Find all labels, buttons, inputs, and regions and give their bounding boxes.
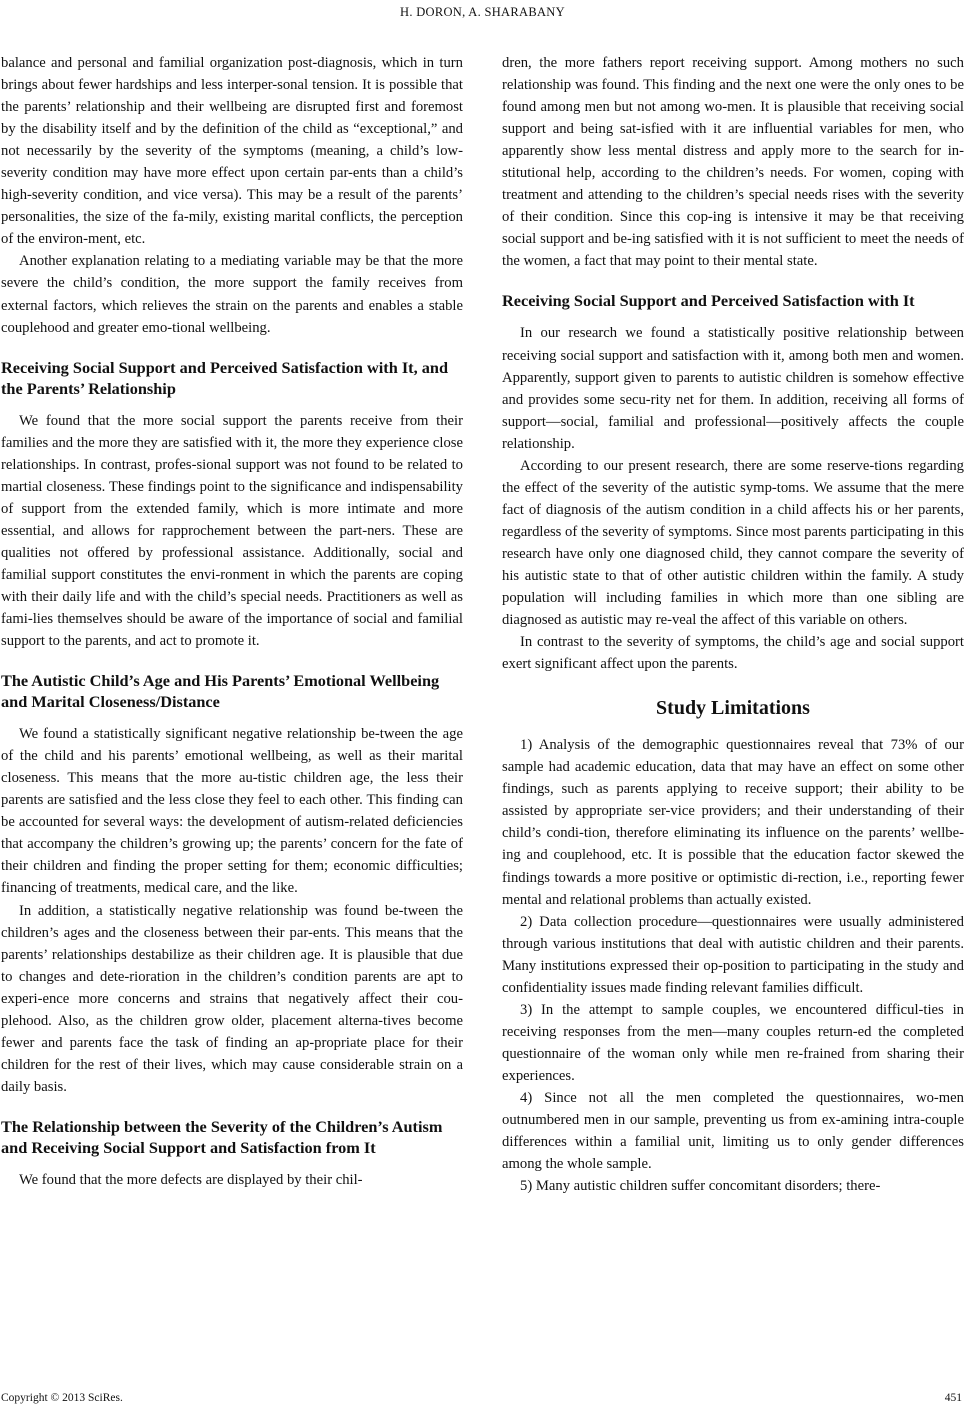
right-column xyxy=(502,52,964,1197)
section-heading: Receiving Social Support and Perceived Satisfaction with It xyxy=(502,291,915,311)
paragraph: dren, the more fathers report receiving support. Among mothers no such relationship was found. This finding and the next one were the only ones to be found among men but not among wo-men. It is plausible that receiving social support and being sat-isfied with it are influential variables for men, who apparently show less mental distress and apply more to the search for in-stitutional help, according to the children’s needs. For women, coping with treatment and attending to the children’s special needs rises with the severity of their condition. Since this cop-ing is intensive it may be that receiving social support and be-ing satisfied with it is not sufficient to meet the needs of the women, a fact that may point to their mental state. xyxy=(502,55,964,270)
paragraph: 3) In the attempt to sample couples, we encountered difficul-ties in receiving responses from the men—many couples return-ed the completed questionnaire of the woman only while men re-frained from sharing their experiences. xyxy=(502,1001,964,1084)
left-column xyxy=(1,52,463,1191)
paragraph: Another explanation relating to a mediating variable may be that the more severe the child’s condition, the more support the family receives from external factors, which relieves the strain on the parents and enables a stable couplehood and greater emo-tional wellbeing. xyxy=(1,253,463,336)
paragraph: In our research we found a statistically positive relationship between receiving social support and satisfaction with it, among both men and women. Apparently, support given to parents to autistic children is somehow effective and provides some secu-rity net for them. In addition, receiving all forms of support—social, familial and professional—positively affects the couple relationship. xyxy=(502,325,964,452)
paragraph: 2) Data collection procedure—questionnaires were usually administered through various institutions that deal with autistic children and their parents. Many institutions expressed their op-position to participating in the study and confidentiality issues made finding relevant families difficult. xyxy=(502,913,964,996)
page-number: 451 xyxy=(944,1392,962,1404)
study-limitations-heading: Study Limitations xyxy=(656,697,810,720)
section-heading: The Autistic Child’s Age and His Parents’ Emotional Wellbeing and Marital Closeness/Distance xyxy=(1,671,440,712)
section-heading: Receiving Social Support and Perceived Satisfaction with It, and the Parents’ Relationship xyxy=(1,357,448,398)
paragraph: In addition, a statistically negative relationship was found be-tween the children’s ages and the closeness between their par-ents. This means that the parents’ relationships destabilize as their children age. It is plausible that due to changes and dete-rioration in the children’s condition parents are apt to experi-ence more concerns and strains that negatively affect their cou-plehood. Also, as the children grow older, placement alterna-tives become fewer and parents face the task of finding an ap-propriate place for their children for the rest of their lives, which may cause considerable strain on a daily basis. xyxy=(1,902,463,1095)
section-heading: The Relationship between the Severity of the Children’s Autism and Receiving Social Support and Satisfaction from It xyxy=(1,1116,443,1157)
paragraph: In contrast to the severity of symptoms, the child’s age and social support exert significant affect upon the parents. xyxy=(502,634,964,673)
paragraph: We found that the more social support the parents receive from their families and the more they are satisfied with it, the more they experience close relationships. In contrast, profes-sional support was not found to be related to martial closeness. These findings point to the significance and indispensability of support from the extended family, which is more intimate and more essential, and allows for rapprochement between the part-ners. These are qualities not offered by professional assistance. Additionally, social and familial support constitutes the envi-ronment in which the parents are coping with their daily life and with the child’s special needs. Practitioners as well as fami-lies themselves should be aware of the importance of social and familial support to the parents, and act to promote it. xyxy=(1,412,463,650)
running-head: H. DORON, A. SHARABANY xyxy=(400,5,565,19)
page-footer xyxy=(0,1392,965,1410)
paragraph: 4) Since not all the men completed the questionnaires, wo-men outnumbered men in our sample, preventing us from ex-amining intra-couple differences within a familial unit, limiting us to only gender differences among the whole sample. xyxy=(502,1089,964,1173)
paragraph: According to our present research, there are some reserve-tions regarding the effect of the severity of the autistic symp-toms. We assume that the mere fact of diagnosis of the autism condition in a child affects his or her parents, regardless of the severity of symptoms. Since most parents participating in this research have only one diagnosed child, they cannot compare the severity of his autistic state to that of other autistic children within the family. A study population will including families in which more than one sibling are diagnosed as autistic may re-veal the affect of this variable on others. xyxy=(502,457,964,629)
paragraph: We found a statistically significant negative relationship be-tween the age of the child and his parents’ emotional wellbeing, as well as their marital closeness. This means that the more au-tistic children age, the less their parents are satisfied and the less close they feel to each other. This finding can be accounted for several ways: the development of autism-related deficiencies that accompany the children’s growing up; the parents’ concern for the fate of their children and finding the proper setting for them; economic difficulties; financing of treatments, medical care, and the like. xyxy=(1,726,463,897)
paragraph: 5) Many autistic children suffer concomitant disorders; there- xyxy=(520,1178,881,1195)
paragraph: 1) Analysis of the demographic questionnaires reveal that 73% of our sample had academic education, data that may have an effect on some other findings, such as parents applying to receive support; their ability to be assisted by appropriate ser-vice providers; and their understanding of their child’s condi-tion, therefore eliminating its influence on the parents’ wellbe-ing and couplehood, etc. It is possible that the education factor skewed the findings towards a more positive or optimistic di-rection, i.e., reporting fewer mental and relational problems than actually existed. xyxy=(502,737,964,908)
paragraph: We found that the more defects are displayed by their chil- xyxy=(19,1171,363,1188)
copyright-notice: Copyright © 2013 SciRes. xyxy=(1,1392,123,1404)
paragraph: balance and personal and familial organization post-diagnosis, which in turn brings about fewer hardships and less interper-sonal tension. It is possible that the parents’ relationship and their wellbeing are disrupted first and foremost by the disability itself and by the definition of the child as “exceptional,” and not necessarily by the severity of the symptoms (meaning, a child’s low-severity condition may have more effect upon certain par-ents than a child’s high-severity condition, and vice versa). This may be a result of the parents’ personalities, the size of the fa-mily, existing marital conflicts, the perception of the environ-ment, etc. xyxy=(1,55,463,248)
